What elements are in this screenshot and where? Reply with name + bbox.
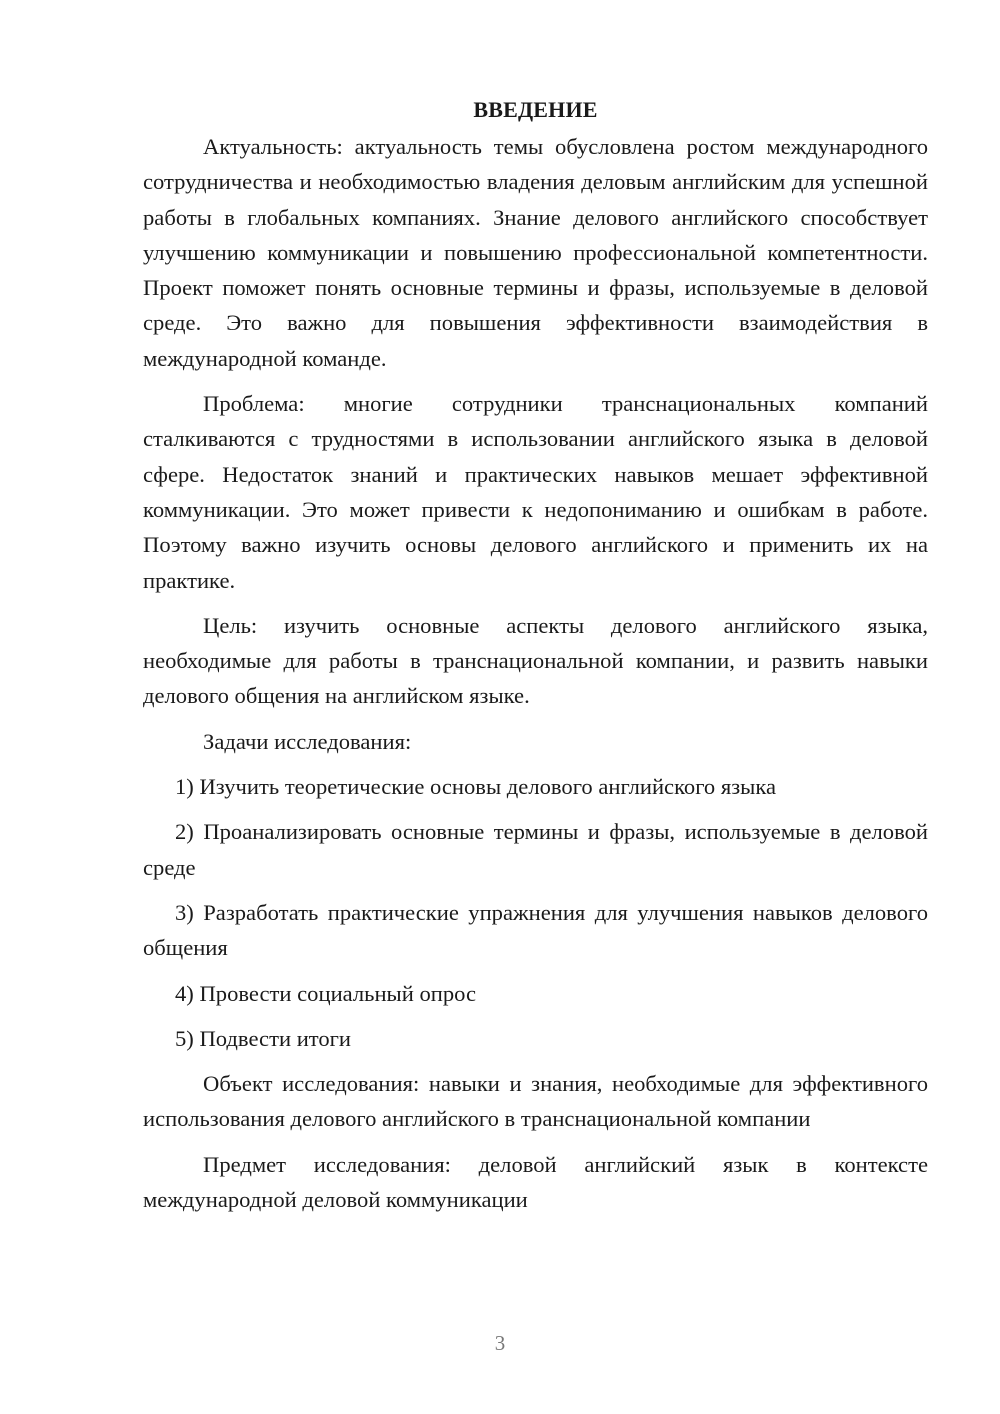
paragraph-object: Объект исследования: навыки и знания, необходимые для эффективного использования делового английского в транснациональной компании (143, 1071, 928, 1132)
document-page (143, 92, 928, 1227)
page-title: ВВЕДЕНИЕ (473, 97, 598, 122)
paragraph-relevance: Актуальность: актуальность темы обусловлена ростом международного сотрудничества и необходимостью владения деловым английским для успешной работы в глобальных компаниях. Знание делового английского способствует улучшению коммуникации и повышению профессиональной компетентности. Проект поможет понять основные термины и фразы, используемые в деловой среде. Это важно для повышения эффективности взаимодействия в международной команде. (143, 134, 928, 371)
task-item: 4) Провести социальный опрос (175, 980, 477, 1006)
task-item: 5) Подвести итоги (175, 1025, 352, 1051)
task-item: 1) Изучить теоретические основы делового английского языка (175, 774, 777, 800)
tasks-list (143, 769, 928, 1056)
tasks-heading: Задачи исследования: (203, 728, 412, 754)
task-item: 3) Разработать практические упражнения для улучшения навыков делового общения (143, 899, 928, 961)
page-number: 3 (494, 1331, 506, 1355)
paragraph-problem: Проблема: многие сотрудники транснациональных компаний сталкиваются с трудностями в использовании английского языка в деловой сфере. Недостаток знаний и практических навыков мешает эффективной коммуникации. Это может привести к недопониманию и ошибкам в работе. Поэтому важно изучить основы делового английского и применить их на практике. (143, 391, 928, 593)
paragraph-subject: Предмет исследования: деловой английский язык в контексте международной деловой коммуникации (143, 1151, 928, 1213)
task-item: 2) Проанализировать основные термины и фразы, используемые в деловой среде (143, 819, 928, 880)
paragraph-goal: Цель: изучить основные аспекты делового английского языка, необходимые для работы в транснациональной компании, и развить навыки делового общения на английском языке. (143, 612, 928, 709)
